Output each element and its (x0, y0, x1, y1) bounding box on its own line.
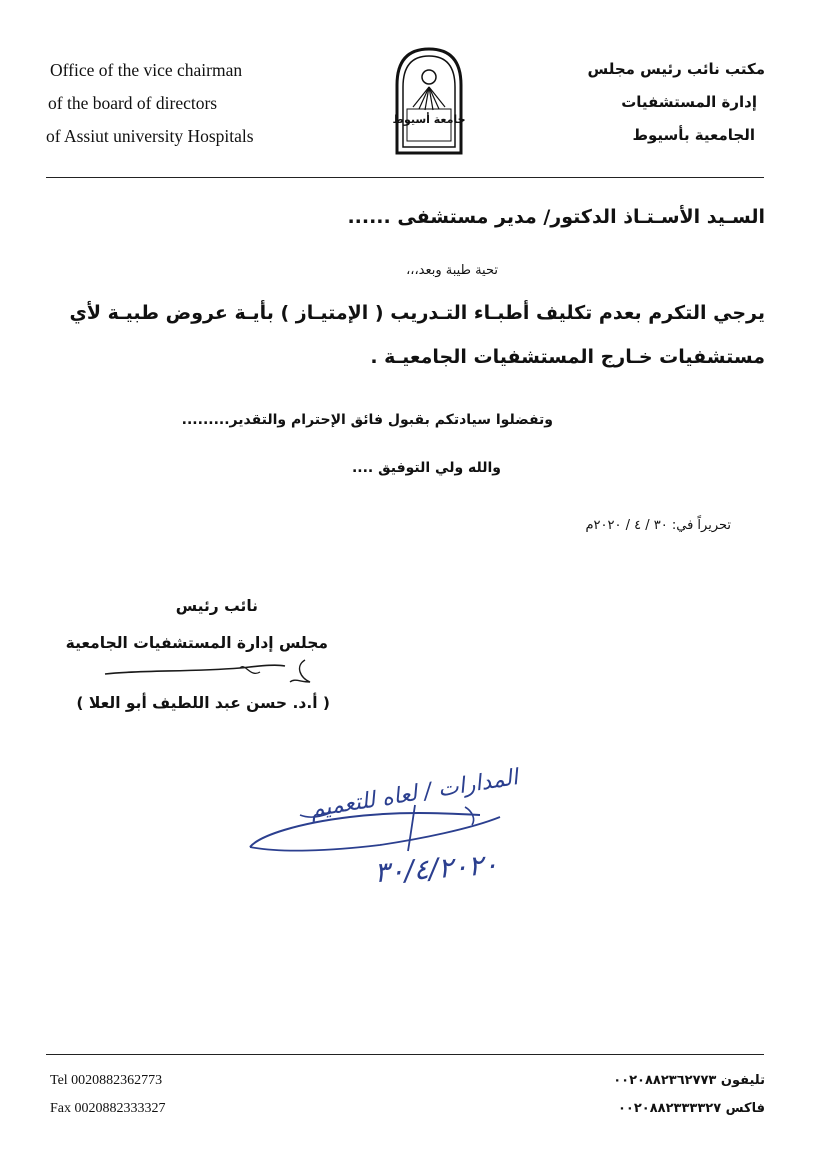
header-divider (46, 177, 764, 178)
signatory-name: ( أ.د. حسن عبد اللطيف أبو العلا ) (76, 694, 330, 712)
header-arabic-line-1: مكتب نائب رئيس مجلس (587, 60, 765, 78)
body-line-2: مستشفيات خـارج المستشفيات الجامعيـة . (370, 346, 765, 368)
header-arabic-line-3: الجامعية بأسيوط (632, 126, 755, 144)
header-arabic (588, 60, 765, 159)
handwritten-note: المدارات / لعاه للتعميم (308, 765, 520, 823)
footer-divider (46, 1054, 764, 1055)
university-logo (393, 45, 465, 155)
header-english-line-2: of the board of directors (48, 93, 218, 113)
closing-line: وتفضلوا سيادتكم بقبول فائق الإحترام والتقدير......... (181, 412, 553, 428)
signatory-title-2: مجلس إدارة المستشفيات الجامعية (65, 634, 328, 652)
header-english-line-1: Office of the vice chairman (50, 60, 243, 80)
greeting: تحية طيبة وبعد،،، (406, 263, 498, 278)
header-arabic-line-2: إدارة المستشفيات (621, 93, 757, 111)
footer-tel-ar: تليفون ٠٠٢٠٨٨٢٣٦٢٧٧٣ (613, 1073, 765, 1088)
footer-fax-ar: فاكس ٠٠٢٠٨٨٢٣٣٣٣٢٧ (617, 1101, 765, 1116)
logo-emblem-icon (393, 45, 465, 155)
handwritten-date: ٣٠/٤/٢٠٢٠ (372, 847, 499, 890)
footer-tel-en: Tel 0020882362773 (50, 1073, 163, 1088)
logo-text: جامعة أسيوط (393, 113, 465, 126)
body-line-1: يرجي التكرم بعدم تكليف أطبـاء التـدريب ( الإمتيـاز ) بأيـة عروض طبيـة لأي (69, 302, 765, 324)
salutation: السـيد الأسـتـاذ الدكتور/ مدير مستشفى ...... (347, 206, 765, 228)
signatory-title-1: نائب رئيس (175, 597, 258, 615)
header-english-line-3: of Assiut university Hospitals (46, 126, 254, 146)
issue-date: تحريراً في: ٣٠ / ٤ / ٢٠٢٠م (585, 518, 731, 533)
printed-signature-icon (100, 652, 320, 692)
prayer-line: والله ولي التوفيق .... (351, 460, 501, 476)
header-english (46, 60, 254, 159)
footer-fax-en: Fax 0020882333327 (50, 1101, 166, 1116)
